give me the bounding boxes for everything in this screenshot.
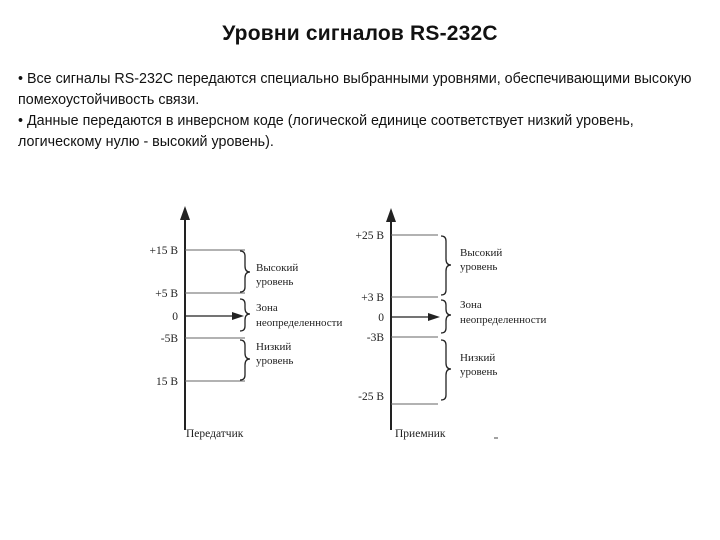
transmitter-low-label-1: Низкий	[256, 341, 292, 353]
receiver-high-label-1: Высокий	[460, 247, 503, 259]
transmitter-zone-brace	[240, 299, 250, 331]
receiver-level-label: +25 В	[355, 230, 384, 242]
receiver-zone-label-2: неопределенности	[460, 314, 547, 326]
receiver-low-label-1: Низкий	[460, 352, 496, 364]
receiver-zone-brace	[441, 300, 451, 333]
bullet-1: • Все сигналы RS-232C передаются специально выбранными уровнями, обеспечивающими высокую помехоустойчивость связи.	[18, 71, 692, 108]
transmitter-level-label: 15 В	[155, 376, 178, 388]
transmitter-diagram	[149, 206, 342, 440]
bullet-2: • Данные передаются в инверсном коде (логической единице соответствует низкий уровень, логическому нулю - высокий уровень).	[18, 113, 634, 150]
receiver-zero-arrow-head	[428, 313, 440, 321]
receiver-level-label: +3 В	[361, 292, 384, 304]
receiver-diagram	[355, 208, 546, 440]
receiver-high-brace	[441, 236, 451, 295]
receiver-zone-label-1: Зона	[460, 299, 482, 311]
slide-title: Уровни сигналов RS-232C	[222, 22, 498, 45]
receiver-axis-arrow	[386, 208, 396, 222]
transmitter-axis-arrow	[180, 206, 190, 220]
transmitter-zone-label-1: Зона	[256, 302, 278, 314]
transmitter-level-label: 0	[172, 311, 178, 323]
transmitter-caption: Передатчик	[186, 428, 244, 440]
transmitter-low-label-2: уровень	[256, 355, 294, 367]
receiver-caption: Приемник	[395, 428, 446, 440]
receiver-low-brace	[441, 340, 451, 400]
receiver-level-label: -3В	[366, 332, 384, 344]
receiver-level-label: 0	[378, 312, 384, 324]
transmitter-level-label: +15 В	[149, 245, 178, 257]
receiver-high-label-2: уровень	[460, 261, 498, 273]
receiver-low-label-2: уровень	[460, 366, 498, 378]
transmitter-level-label: -5В	[160, 333, 178, 345]
transmitter-low-brace	[240, 340, 250, 380]
transmitter-high-label-2: уровень	[256, 276, 294, 288]
receiver-level-label: -25 В	[358, 391, 384, 403]
transmitter-zone-label-2: неопределенности	[256, 317, 343, 329]
transmitter-level-label: +5 В	[155, 288, 178, 300]
transmitter-high-label-1: Высокий	[256, 262, 299, 274]
transmitter-zero-arrow-head	[232, 312, 244, 320]
transmitter-high-brace	[240, 251, 250, 292]
